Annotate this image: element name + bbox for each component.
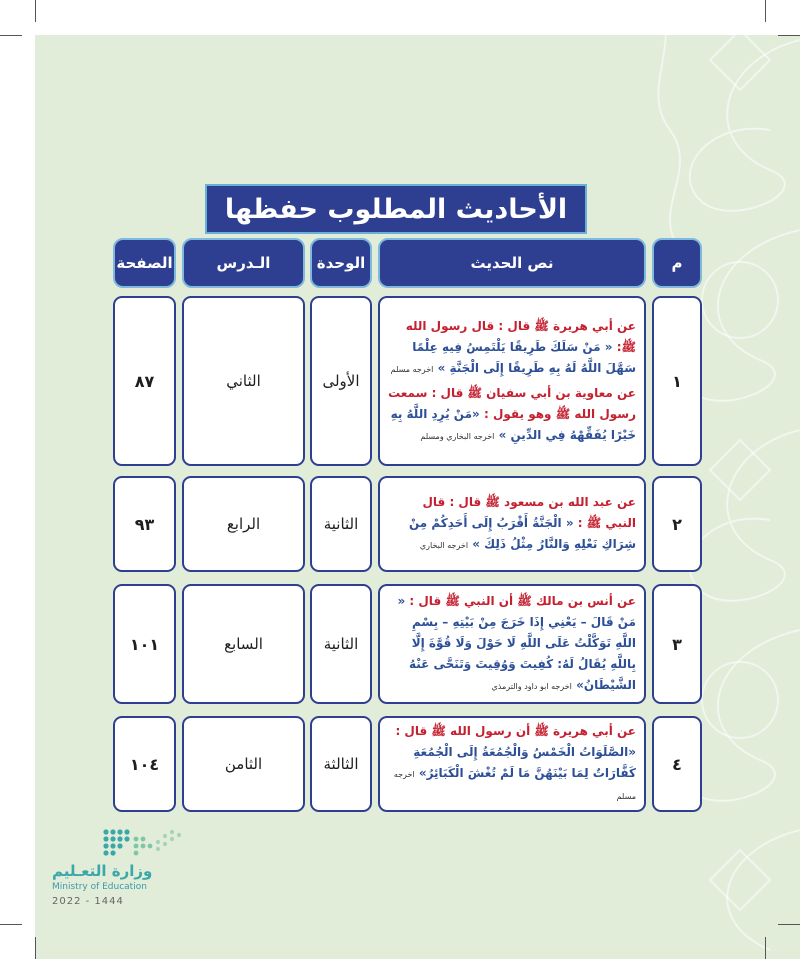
row-lesson: الثاني (182, 296, 305, 466)
ministry-name-english: Ministry of Education (52, 882, 147, 892)
row-page: ٩٣ (113, 476, 176, 572)
row-hadith-text (378, 476, 646, 572)
row-unit: الثانية (310, 584, 372, 704)
header-unit: الوحدة (310, 238, 372, 288)
row-number: ٤ (652, 716, 702, 812)
hadith-source: اخرجه البخاري ومسلم (420, 431, 495, 441)
crop-mark (35, 937, 36, 959)
hadith (388, 383, 636, 447)
hadith-body: «مَنْ يُرِدِ اللَّهُ بِهِ خَيْرًا يُفَقِّهْهُ فِي الدِّينِ » (390, 406, 636, 442)
row-number: ١ (652, 296, 702, 466)
hadith-source: اخرجه مسلم (390, 364, 434, 374)
hadith-body: « مَنْ سَلَكَ طَرِيقًا يَلْتَمِسُ فِيهِ عِلْمًا سَهَّلَ اللَّهُ لَهُ بِهِ طَرِيقًا إِلَى الْجَنَّةِ » (412, 339, 636, 375)
row-hadith-text (378, 716, 646, 812)
hadith-body: « مَنْ قَالَ – يَعْنِي إِذَا خَرَجَ مِنْ بَيْتِهِ – بِسْمِ اللَّهِ تَوَكَّلْتُ عَلَى اللَّهِ لَا حَوْلَ وَلَا قُوَّةَ إِلَّا بِاللَّهِ يُقَالُ لَهُ: كُفِيتَ وَوُقِيتَ وَتَنَحَّى عَنْهُ الشَّيْطَانُ» (397, 594, 636, 692)
hadith-body: « الْجَنَّةُ أَقْرَبُ إِلَى أَحَدِكُمْ مِنْ شِرَاكِ نَعْلِهِ وَالنَّارُ مِثْلُ ذَلِكَ » (408, 516, 636, 551)
crop-mark (35, 0, 36, 22)
hadith-intro: عن عبد الله بن مسعود ﷺ قال : قال النبي ﷺ : (422, 495, 636, 530)
header-page: الصفحة (113, 238, 176, 288)
hadith-intro: عن معاوية بن أبي سفيان ﷺ قال : سمعت رسول الله ﷺ وهو يقول : (388, 385, 636, 421)
hadith (388, 492, 636, 556)
hadith-intro: عن أبي هريرة ﷺ أن رسول الله ﷺ قال : (395, 724, 636, 738)
row-page: ١٠١ (113, 584, 176, 704)
crop-mark (765, 0, 766, 22)
hadith-source: اخرجه البخاري (419, 541, 469, 550)
page-title: الأحاديث المطلوب حفظها (205, 184, 587, 234)
row-unit: الأولى (310, 296, 372, 466)
row-page: ٨٧ (113, 296, 176, 466)
row-lesson: الرابع (182, 476, 305, 572)
header-lesson: الـدرس (182, 238, 305, 288)
ministry-logo-dots-icon (100, 826, 182, 860)
edition-year: 2022 - 1444 (52, 896, 124, 907)
hadith-source: اخرجه ابو داود والترمذي (491, 682, 572, 691)
hadith (388, 591, 636, 697)
hadith-source: اخرجه مسلم (393, 770, 636, 801)
crop-mark (765, 937, 766, 959)
crop-mark (0, 35, 22, 36)
crop-mark (0, 924, 22, 925)
hadith-intro: عن أنس بن مالك ﷺ أن النبي ﷺ قال : (409, 594, 636, 608)
row-hadith-text (378, 296, 646, 466)
row-number: ٢ (652, 476, 702, 572)
row-unit: الثالثة (310, 716, 372, 812)
row-unit: الثانية (310, 476, 372, 572)
ministry-logo (52, 826, 182, 922)
row-hadith-text (378, 584, 646, 704)
crop-mark (778, 924, 800, 925)
hadith (388, 316, 636, 380)
row-number: ٣ (652, 584, 702, 704)
crop-mark (778, 35, 800, 36)
row-lesson: الثامن (182, 716, 305, 812)
hadith-intro: عن أبي هريرة ﷺ قال : قال رسول الله ﷺ: (405, 318, 636, 354)
row-page: ١٠٤ (113, 716, 176, 812)
ministry-name-arabic: وزارة التعـليم (52, 862, 153, 880)
header-hadith-text: نص الحديث (378, 238, 646, 288)
header-number: م (652, 238, 702, 288)
row-lesson: السابع (182, 584, 305, 704)
hadith-body: «الصَّلَوَاتُ الْخَمْسُ وَالْجُمُعَةُ إِلَى الْجُمُعَةِ كَفَّارَاتٌ لِمَا بَيْنَهُنَّ مَا لَمْ تُغْشَ الْكَبَائِرُ» (413, 745, 636, 780)
hadith (388, 721, 636, 807)
